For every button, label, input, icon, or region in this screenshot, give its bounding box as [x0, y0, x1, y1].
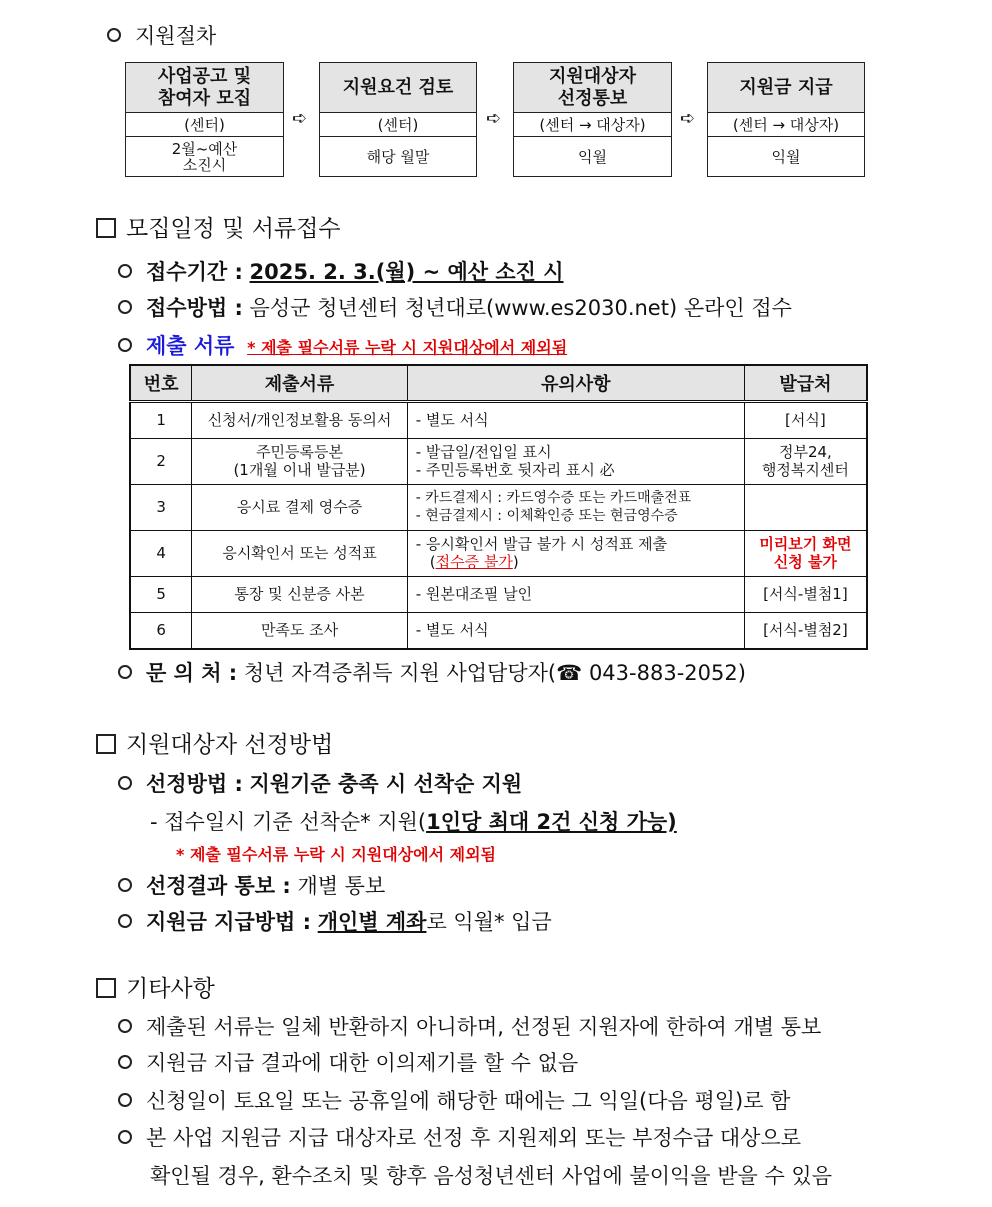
cell-no: 2 [130, 438, 192, 484]
payment-rest: 로 익월* 입금 [426, 910, 552, 934]
procedure-step-4 [707, 62, 865, 177]
schedule-period [118, 256, 564, 286]
table-row [130, 530, 867, 576]
table-header-row [130, 365, 867, 401]
procedure-heading [107, 20, 216, 50]
table-row [130, 612, 867, 649]
contact-value: 청년 자격증취득 지원 사업담당자(☎ 043-883-2052) [243, 661, 746, 685]
selection-result [118, 870, 385, 900]
step-timing: 2월~예산 소진시 [171, 139, 238, 174]
square-bullet-icon [96, 734, 116, 754]
cell-doc: 응시확인서 또는 성적표 [192, 530, 407, 576]
procedure-title: 지원절차 [135, 24, 217, 48]
cell-issuer: [서식-별첨2] [744, 612, 867, 649]
circle-bullet-icon [118, 776, 132, 790]
selection-title: 지원대상자 선정방법 [126, 732, 334, 758]
cell-notes: - 카드결제시 : 카드영수증 또는 카드매출전표 - 현금결제시 : 이체확인증 또는 현금영수증 [407, 484, 744, 530]
circle-bullet-icon [107, 28, 121, 42]
col-header-no: 번호 [130, 365, 192, 401]
cell-notes: - 응시확인서 발급 불가 시 성적표 제출 (접수증 불가) [407, 530, 744, 576]
selection-method-value: 지원기준 충족 시 선착순 지원 [249, 772, 523, 796]
method-value: 음성군 청년센터 청년대로(www.es2030.net) 온라인 접수 [249, 296, 792, 320]
table-row [130, 438, 867, 484]
table-row [130, 401, 867, 438]
step-title: 지원금 지급 [708, 63, 864, 113]
cell-notes: - 별도 서식 [407, 401, 744, 438]
period-value: 2025. 2. 3.(월) ~ 예산 소진 시 [249, 260, 564, 284]
note-warning: 접수증 불가 [435, 553, 513, 571]
selection-method-label: 선정방법 : [146, 772, 243, 796]
etc-item: 지원금 지급 결과에 대한 이의제기를 할 수 없음 [118, 1047, 578, 1077]
step-timing: 익월 [578, 147, 607, 166]
selection-payment [118, 906, 552, 936]
cell-no: 6 [130, 612, 192, 649]
schedule-docs [118, 330, 567, 360]
schedule-title: 모집일정 및 서류접수 [126, 216, 341, 242]
cell-no: 3 [130, 484, 192, 530]
cell-issuer: 미리보기 화면 신청 불가 [744, 530, 867, 576]
method-label: 접수방법 : [146, 296, 243, 320]
col-header-issuer: 발급처 [744, 365, 867, 401]
circle-bullet-icon [118, 264, 132, 278]
step-actor: (센터 → 대상자) [708, 113, 864, 137]
step-title: 사업공고 및 참여자 모집 [126, 63, 283, 113]
cell-doc: 주민등록등본 (1개월 이내 발급분) [192, 438, 407, 484]
step-title: 지원요건 검토 [320, 63, 476, 113]
etc-item: 제출된 서류는 일체 반환하지 아니하며, 선정된 지원자에 한하여 개별 통보 [118, 1011, 821, 1041]
documents-table [129, 364, 868, 650]
etc-item-continued: 확인될 경우, 환수조치 및 향후 음성청년센터 사업에 불이익을 받을 수 있음 [150, 1164, 833, 1188]
procedure-step-1 [125, 62, 284, 177]
cell-notes: - 원본대조필 날인 [407, 576, 744, 612]
cell-doc: 통장 및 신분증 사본 [192, 576, 407, 612]
cell-issuer: [서식] [744, 401, 867, 438]
circle-bullet-icon [118, 1093, 132, 1107]
payment-bold: 개인별 계좌 [317, 910, 427, 934]
schedule-method [118, 292, 792, 322]
right-arrow-icon: ➪ [486, 108, 502, 129]
circle-bullet-icon [118, 338, 132, 352]
square-bullet-icon [96, 218, 116, 238]
circle-bullet-icon [118, 878, 132, 892]
procedure-step-3 [513, 62, 672, 177]
period-label: 접수기간 : [146, 260, 243, 284]
step-timing: 익월 [771, 147, 801, 166]
cell-doc: 응시료 결제 영수증 [192, 484, 407, 530]
col-header-notes: 유의사항 [407, 365, 744, 401]
cell-doc: 신청서/개인정보활용 동의서 [192, 401, 407, 438]
etc-heading [96, 970, 215, 1003]
etc-item: 본 사업 지원금 지급 대상자로 선정 후 지원제외 또는 부정수급 대상으로 [118, 1122, 801, 1152]
payment-label: 지원금 지급방법 : [146, 910, 312, 934]
circle-bullet-icon [118, 1019, 132, 1033]
cell-no: 1 [130, 401, 192, 438]
table-row [130, 484, 867, 530]
schedule-heading [96, 210, 341, 243]
right-arrow-icon: ➪ [680, 108, 696, 129]
procedure-step-2 [319, 62, 477, 177]
selection-detail: - 접수일시 기준 선착순* 지원(1인당 최대 2건 신청 가능) [150, 810, 677, 834]
step-actor: (센터) [320, 113, 476, 137]
circle-bullet-icon [118, 1055, 132, 1069]
right-arrow-icon: ➪ [292, 108, 308, 129]
selection-heading [96, 726, 333, 759]
selection-note: * 제출 필수서류 누락 시 지원대상에서 제외됨 [176, 845, 496, 864]
cell-notes: - 발급일/전입일 표시 - 주민등록번호 뒷자리 표시 必 [407, 438, 744, 484]
circle-bullet-icon [118, 914, 132, 928]
selection-method [118, 768, 522, 798]
cell-doc: 만족도 조사 [192, 612, 407, 649]
docs-label: 제출 서류 [146, 334, 235, 358]
step-actor: (센터 → 대상자) [514, 113, 671, 137]
step-title: 지원대상자 선정통보 [514, 63, 671, 113]
square-bullet-icon [96, 978, 116, 998]
col-header-doc: 제출서류 [192, 365, 407, 401]
cell-notes: - 별도 서식 [407, 612, 744, 649]
circle-bullet-icon [118, 665, 132, 679]
result-value: 개별 통보 [297, 874, 386, 898]
cell-no: 5 [130, 576, 192, 612]
contact-label: 문 의 처 : [146, 661, 238, 685]
etc-item: 신청일이 토요일 또는 공휴일에 해당한 때에는 그 익일(다음 평일)로 함 [118, 1085, 790, 1115]
result-label: 선정결과 통보 : [146, 874, 291, 898]
circle-bullet-icon [118, 300, 132, 314]
circle-bullet-icon [118, 1130, 132, 1144]
cell-issuer: 정부24, 행정복지센터 [744, 438, 867, 484]
cell-issuer [744, 484, 867, 530]
etc-title: 기타사항 [126, 976, 215, 1002]
table-row [130, 576, 867, 612]
cell-no: 4 [130, 530, 192, 576]
cell-issuer: [서식-별첨1] [744, 576, 867, 612]
schedule-contact [118, 657, 746, 687]
step-actor: (센터) [126, 113, 283, 137]
step-timing: 해당 월말 [366, 147, 430, 166]
docs-note: * 제출 필수서류 누락 시 지원대상에서 제외됨 [247, 338, 568, 357]
